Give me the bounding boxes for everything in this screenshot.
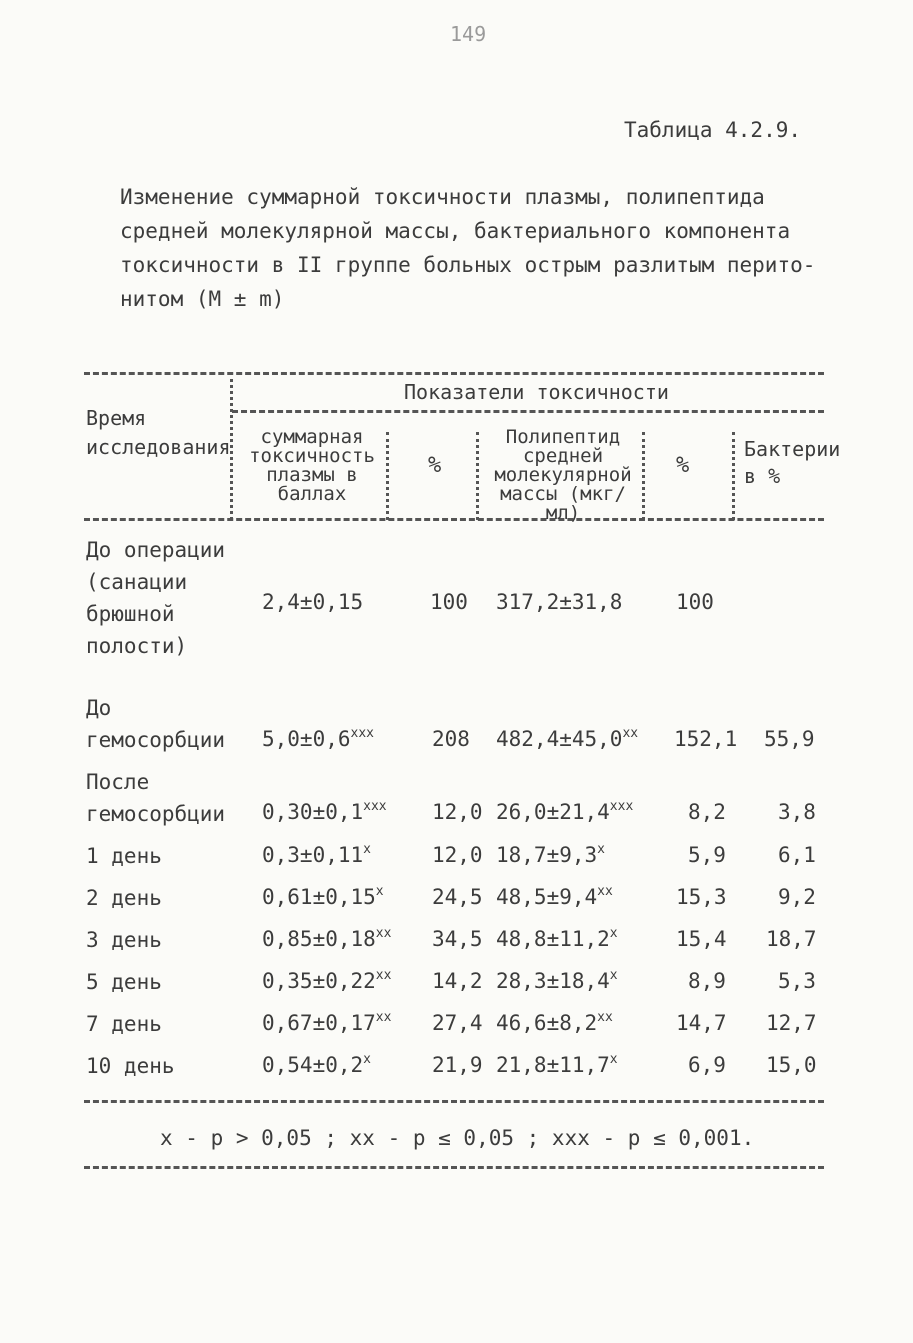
cell-percent-1: 24,5	[432, 885, 483, 909]
table-top-rule	[84, 372, 824, 375]
caption-line: нитом (М ± m)	[120, 287, 285, 311]
column-divider	[642, 432, 645, 520]
header-percent-2: %	[676, 453, 690, 478]
cell-bacteria: 18,7	[766, 927, 817, 951]
cell-polypeptide: $48,8\pm 11,2^x$	[496, 926, 618, 951]
group-header-rule	[232, 410, 824, 413]
row-time: До операции (санации брюшной полости)	[86, 538, 226, 658]
row-time: 2 день	[86, 886, 162, 910]
cell-polypeptide: 317,2±31,8	[496, 590, 623, 614]
row-time: 7 день	[86, 1012, 162, 1036]
cell-percent-2: 6,9	[688, 1053, 726, 1077]
row-time: До гемосорбции	[86, 696, 226, 752]
cell-total: $0,67\pm 0,17^{xx}$	[262, 1010, 392, 1035]
cell-polypeptide: $46,6\pm 8,2^{xx}$	[496, 1010, 613, 1035]
header-group: Показатели токсичности	[404, 380, 669, 404]
cell-polypeptide: $18,7\pm 9,3^x$	[496, 842, 605, 867]
cell-total: $5,0\pm 0,6^{xxx}$	[262, 726, 374, 751]
cell-percent-1: 21,9	[432, 1053, 483, 1077]
cell-bacteria: 15,0	[766, 1053, 817, 1077]
significance-footnote: x - p > 0,05 ; xx - p ≤ 0,05 ; xxx - p ≤ 0,001.	[160, 1126, 755, 1150]
footnote-rule	[84, 1166, 824, 1169]
cell-percent-1: 12,0	[432, 843, 483, 867]
cell-percent-2: 8,9	[688, 969, 726, 993]
caption-line: Изменение суммарной токсичности плазмы, полипептида	[120, 185, 765, 209]
header-percent-1: %	[428, 453, 442, 478]
cell-bacteria: 9,2	[778, 885, 816, 909]
header-polypeptide: Полипептид средней молекулярной массы (мкг/мл)	[494, 426, 632, 524]
cell-percent-1: 27,4	[432, 1011, 483, 1035]
cell-bacteria: 12,7	[766, 1011, 817, 1035]
caption-line: средней молекулярной массы, бактериального компонента	[120, 219, 791, 243]
row-time: После гемосорбции	[86, 770, 226, 826]
cell-polypeptide: $482,4\pm 45,0^{xx}$	[496, 726, 639, 751]
cell-percent-2: 14,7	[676, 1011, 727, 1035]
caption-line: токсичности в II группе больных острым разлитым перито-	[120, 253, 816, 277]
cell-percent-2: 5,9	[688, 843, 726, 867]
cell-percent-2: 100	[676, 590, 714, 614]
cell-bacteria: 5,3	[778, 969, 816, 993]
page-number: 149	[450, 22, 487, 46]
cell-bacteria: 3,8	[778, 800, 816, 824]
cell-bacteria: 55,9	[764, 727, 815, 751]
cell-total: $0,85\pm 0,18^{xx}$	[262, 926, 392, 951]
cell-percent-2: 15,3	[676, 885, 727, 909]
cell-total: $0,54\pm 0,2^x$	[262, 1052, 371, 1077]
cell-percent-2: 8,2	[688, 800, 726, 824]
cell-percent-1: 34,5	[432, 927, 483, 951]
cell-polypeptide: $48,5\pm 9,4^{xx}$	[496, 884, 613, 909]
header-total-toxicity: суммарная токсичность плазмы в баллах	[249, 426, 375, 505]
cell-percent-2: 152,1	[674, 727, 738, 751]
header-time: Время исследования	[86, 406, 231, 459]
table-label: Таблица 4.2.9.	[624, 118, 802, 142]
cell-bacteria: 6,1	[778, 843, 816, 867]
column-divider	[476, 432, 479, 520]
table-caption	[120, 180, 815, 316]
row-time: 5 день	[86, 970, 162, 994]
cell-total: $0,61\pm 0,15^x$	[262, 884, 384, 909]
column-divider	[386, 432, 389, 520]
cell-percent-1: 12,0	[432, 800, 483, 824]
row-time: 1 день	[86, 844, 162, 868]
header-bacteria: Бактерии в %	[744, 437, 841, 488]
cell-total: $0,3\pm 0,11^x$	[262, 842, 371, 867]
cell-percent-1: 100	[430, 590, 468, 614]
cell-polypeptide: $21,8\pm 11,7^x$	[496, 1052, 618, 1077]
column-divider	[732, 432, 735, 520]
row-time: 3 день	[86, 928, 162, 952]
row-time: 10 день	[86, 1054, 175, 1078]
cell-total: 2,4±0,15	[262, 590, 364, 614]
cell-polypeptide: $28,3\pm 18,4^x$	[496, 968, 618, 993]
cell-total: $0,30\pm 0,1^{xxx}$	[262, 799, 387, 824]
cell-percent-1: 208	[432, 727, 470, 751]
header-bottom-rule	[84, 518, 824, 521]
cell-percent-1: 14,2	[432, 969, 483, 993]
cell-polypeptide: $26,0\pm 21,4^{xxx}$	[496, 799, 634, 824]
table-bottom-rule	[84, 1100, 824, 1103]
cell-total: $0,35\pm 0,22^{xx}$	[262, 968, 392, 993]
cell-percent-2: 15,4	[676, 927, 727, 951]
